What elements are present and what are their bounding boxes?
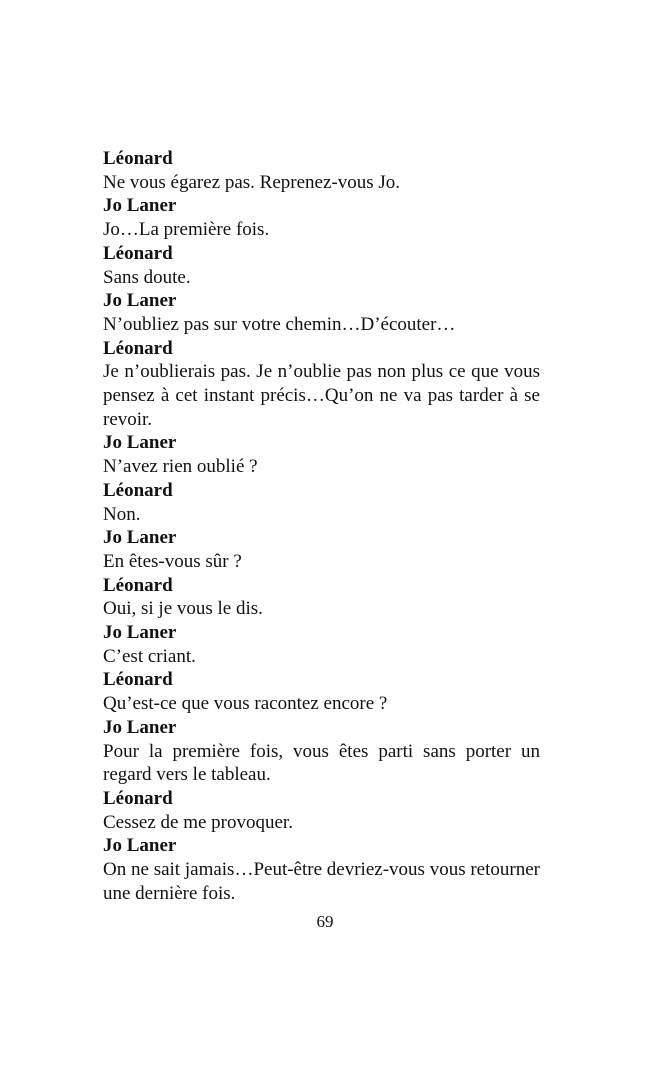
- speaker-name: Léonard: [103, 669, 173, 691]
- speaker-name: Léonard: [103, 242, 173, 264]
- page-number: 69: [316, 912, 334, 931]
- speech-text: Sans doute.: [103, 266, 191, 288]
- speaker-name: Léonard: [103, 787, 173, 809]
- speaker-name: Jo Laner: [103, 290, 177, 312]
- speech-text: Pour la première fois, vous êtes parti sans porter un regard vers le tableau.: [103, 740, 540, 786]
- dialogue-text: [103, 147, 540, 906]
- speech-text: N’avez rien oublié ?: [103, 456, 258, 478]
- speech-text: Je n’oublierais pas. Je n’oublie pas non plus ce que vous pensez à cet instant précis…Qu’on ne va pas tarder à se revoir.: [103, 361, 540, 430]
- speech-text: On ne sait jamais…Peut-être devriez-vous vous retourner une dernière fois.: [103, 859, 540, 904]
- speaker-name: Léonard: [103, 337, 173, 359]
- speaker-name: Jo Laner: [103, 835, 177, 857]
- speaker-name: Léonard: [103, 148, 173, 169]
- speaker-name: Jo Laner: [103, 195, 177, 217]
- speaker-name: Jo Laner: [103, 622, 177, 644]
- speech-text: En êtes-vous sûr ?: [103, 550, 242, 572]
- speaker-name: Jo Laner: [103, 716, 177, 738]
- speech-text: Non.: [103, 503, 141, 525]
- speaker-name: Jo Laner: [103, 432, 177, 454]
- speech-text: Ne vous égarez pas. Reprenez-vous Jo.: [103, 171, 401, 193]
- speaker-name: Léonard: [103, 479, 173, 501]
- speaker-name: Léonard: [103, 574, 173, 596]
- speech-text: N’oubliez pas sur votre chemin…D’écouter…: [103, 313, 456, 335]
- speech-text: Cessez de me provoquer.: [103, 811, 293, 833]
- speech-text: Oui, si je vous le dis.: [103, 598, 263, 620]
- speech-text: Jo…La première fois.: [103, 219, 270, 241]
- speech-text: Qu’est-ce que vous racontez encore ?: [103, 693, 388, 715]
- speaker-name: Jo Laner: [103, 527, 177, 549]
- speech-text: C’est criant.: [103, 645, 196, 667]
